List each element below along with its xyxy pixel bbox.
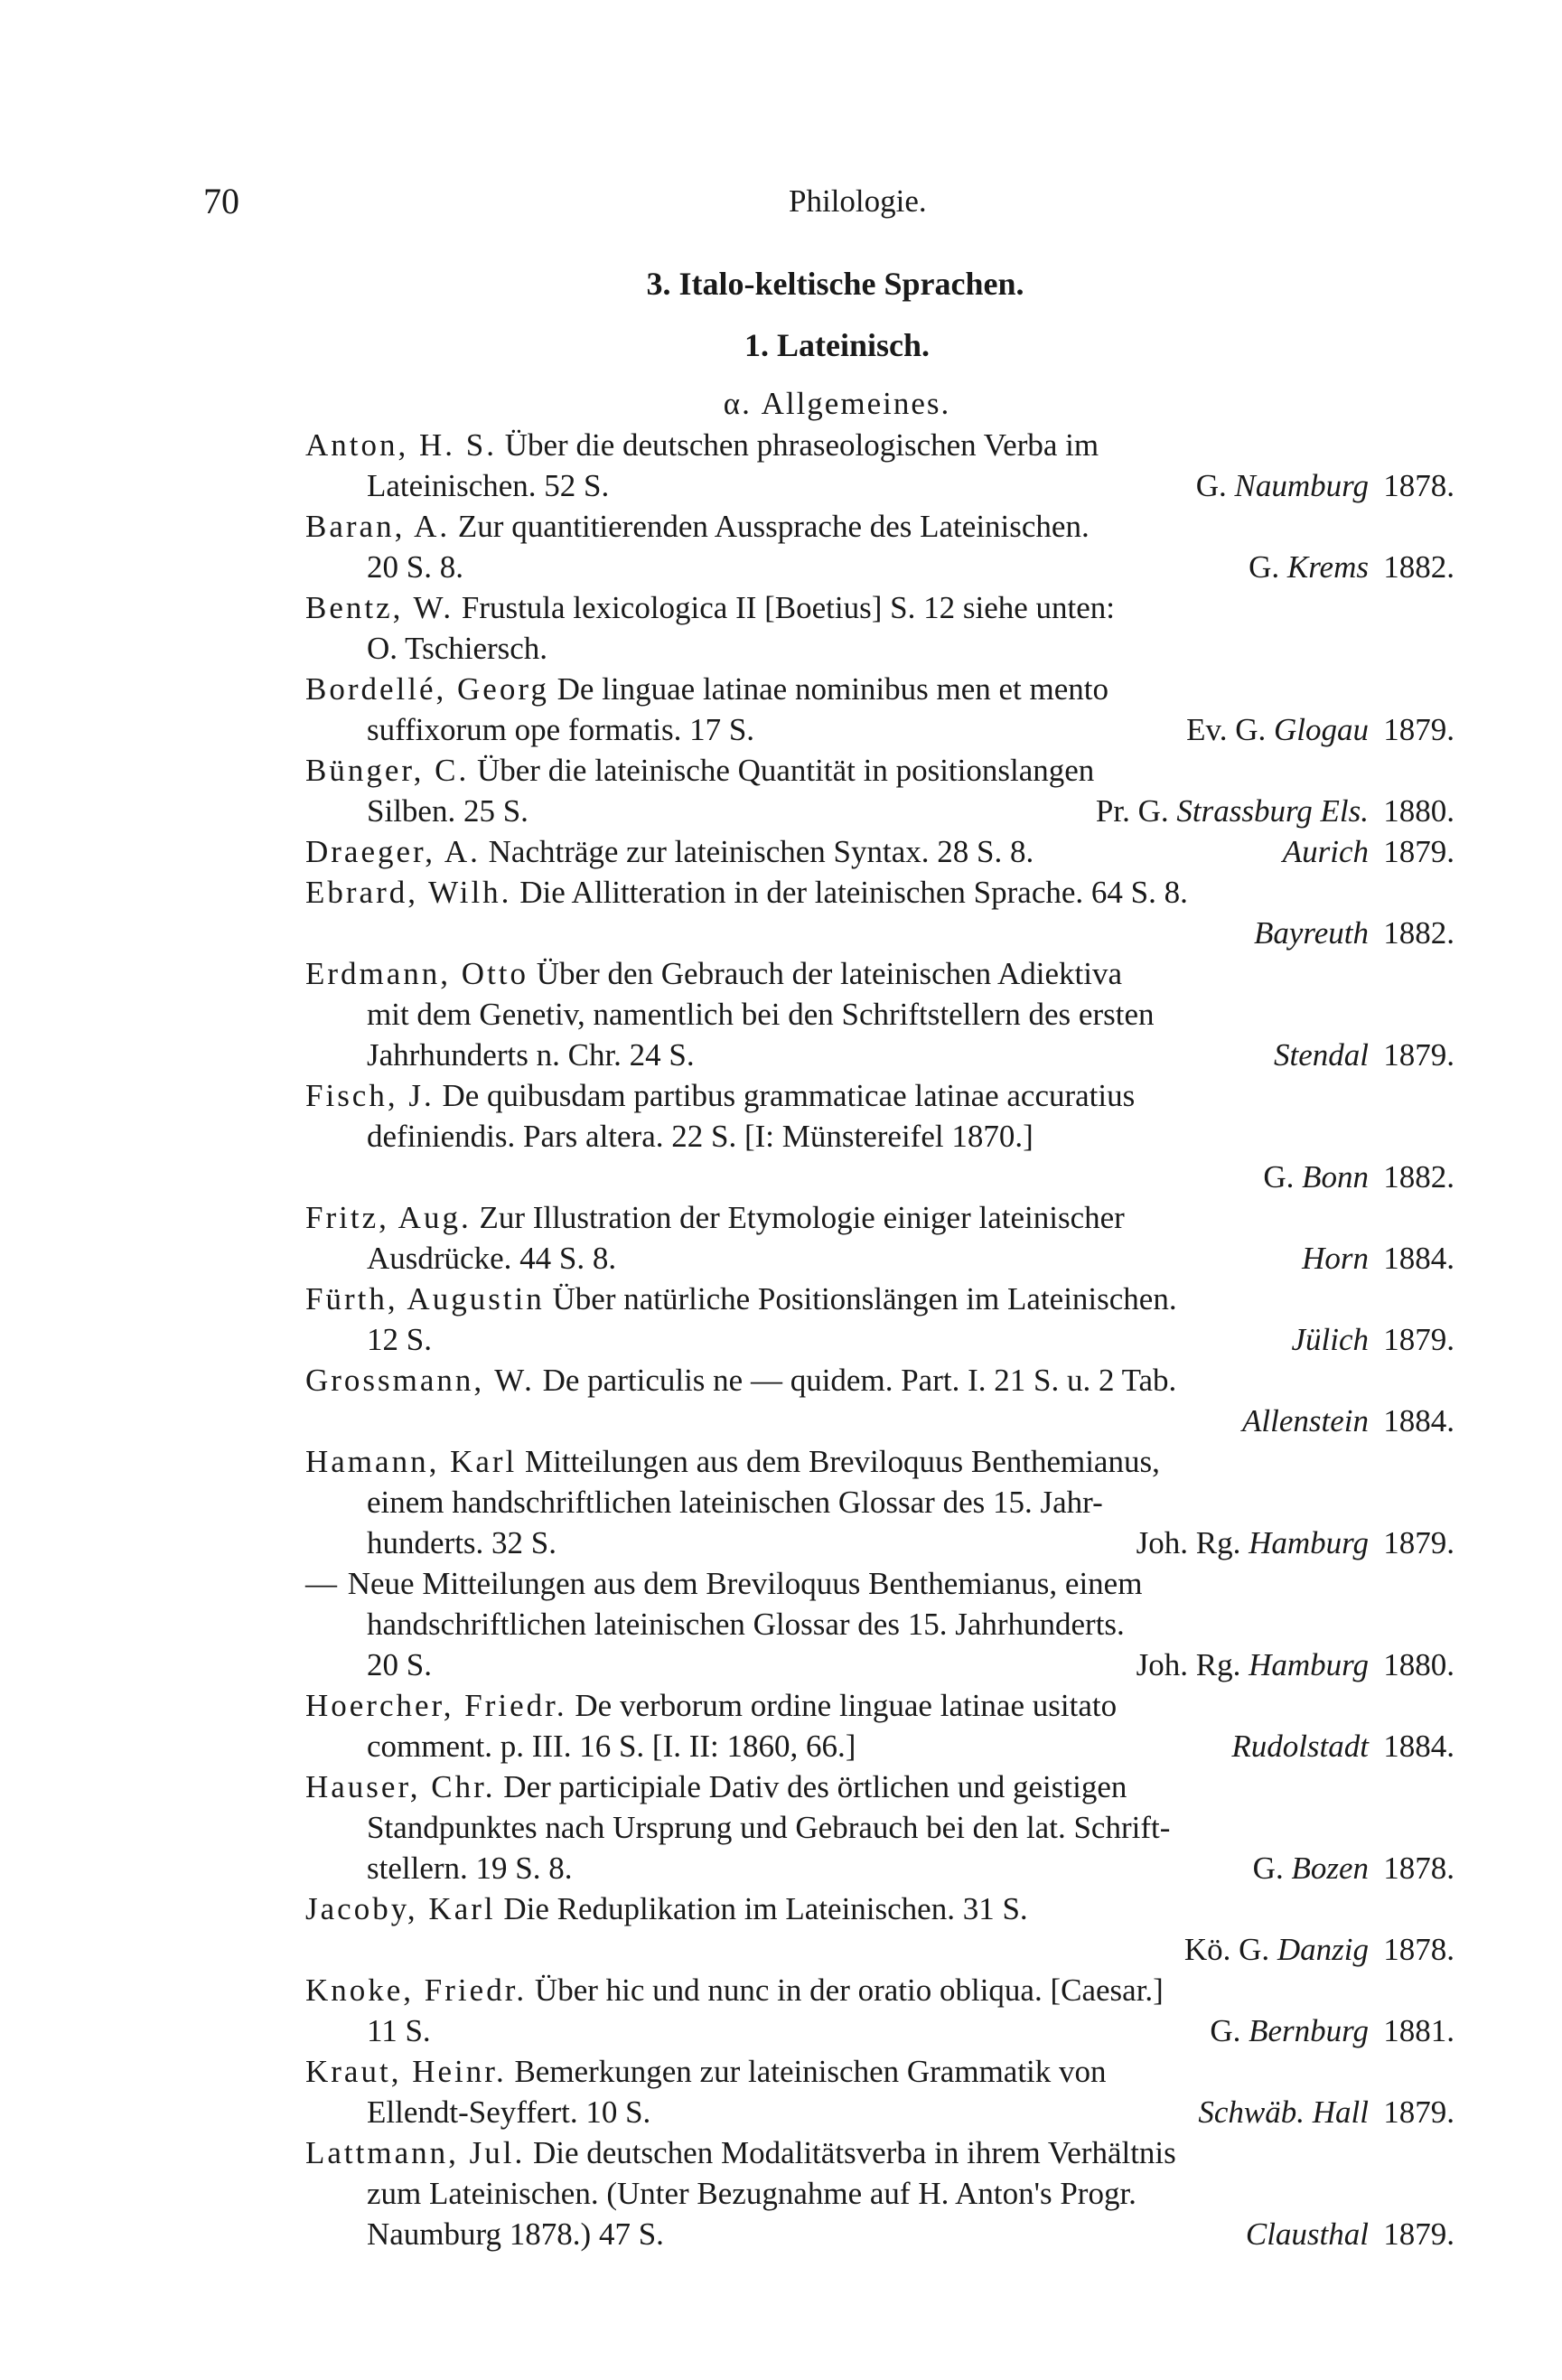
entry-year: 1884.	[1383, 1241, 1454, 1276]
entry-year: 1882.	[1383, 549, 1454, 585]
entry-year: 1879.	[1383, 712, 1454, 747]
entry-first-line	[305, 1888, 1454, 1929]
entry-place: Aurich	[1282, 834, 1369, 869]
entry-text: Jahrhunderts n. Chr. 24 S.	[367, 1037, 695, 1073]
entry-imprint	[1291, 1319, 1454, 1360]
entry-text: Der participiale Dativ des örtlichen und geistigen	[503, 1769, 1127, 1804]
entry-imprint	[1136, 1523, 1454, 1563]
bibliography-entry	[305, 953, 1454, 1075]
entry-author: Fisch, J.	[305, 1078, 435, 1113]
entry-first-line	[305, 953, 1454, 994]
entry-text: zum Lateinischen. (Unter Bezugnahme auf H. Anton's Progr.	[367, 2176, 1136, 2211]
entry-author: Grossmann, W.	[305, 1363, 535, 1398]
entry-first-line	[305, 1766, 1454, 1807]
entry-place: Krems	[1286, 549, 1369, 585]
entry-text: Frustula lexicologica II [Boetius] S. 12 siehe unten:	[461, 590, 1116, 625]
entry-continuation-line	[305, 1238, 1454, 1279]
entry-place: Jülich	[1291, 1322, 1369, 1357]
entry-author: Fritz, Aug.	[305, 1200, 472, 1235]
entry-place: Horn	[1302, 1241, 1369, 1276]
entry-year: 1878.	[1383, 468, 1454, 503]
bibliography-entry	[305, 425, 1454, 506]
entry-author: Hauser, Chr.	[305, 1769, 496, 1804]
entry-author: Anton, H. S.	[305, 427, 497, 463]
entry-continuation-line	[305, 2010, 1454, 2051]
entry-text: hunderts. 32 S.	[367, 1525, 557, 1560]
bibliography-entry	[305, 1360, 1454, 1441]
entry-first-line	[305, 1279, 1454, 1319]
entry-first-line	[305, 872, 1454, 913]
entry-author: Baran, A.	[305, 509, 451, 544]
entry-continuation-line	[305, 791, 1454, 831]
entry-school-type: G.	[1210, 2013, 1249, 2048]
entry-text: Über natürliche Positionslängen im Lateinischen.	[552, 1281, 1177, 1316]
entry-school-type: Pr. G.	[1095, 793, 1177, 829]
section-heading: 3. Italo-keltische Sprachen.	[646, 266, 1024, 302]
entry-imprint	[1136, 1644, 1454, 1685]
bibliography-entry	[305, 1197, 1454, 1279]
entry-text: mit dem Genetiv, namentlich bei den Schriftstellern des ersten	[367, 997, 1155, 1032]
entry-year: 1878.	[1383, 1851, 1454, 1886]
entry-year: 1879.	[1383, 1322, 1454, 1357]
entry-author: Bentz, W.	[305, 590, 454, 625]
entry-text: De particulis ne — quidem. Part. I. 21 S. u. 2 Tab.	[542, 1363, 1177, 1398]
bibliography-entry	[305, 1279, 1454, 1360]
entry-text: Lateinischen. 52 S.	[367, 468, 610, 503]
entry-text: Silben. 25 S.	[367, 793, 528, 829]
entry-author: Hoercher, Friedr.	[305, 1688, 567, 1723]
entry-text: Neue Mitteilungen aus dem Breviloquus Benthemianus, einem	[347, 1566, 1143, 1601]
bibliography-entry	[305, 1766, 1454, 1888]
entry-author: Kraut, Heinr.	[305, 2054, 507, 2089]
entry-first-line	[305, 1441, 1454, 1482]
entry-first-line	[305, 1563, 1454, 1604]
subsection-heading: 1. Lateinisch.	[744, 327, 930, 363]
entry-continuation-line	[305, 1319, 1454, 1360]
entry-imprint	[1186, 709, 1454, 750]
entry-imprint	[1283, 831, 1454, 872]
entry-text: Über hic und nunc in der oratio obliqua. [Caesar.]	[534, 1972, 1164, 2008]
entry-continuation-line	[305, 1523, 1454, 1563]
entry-author: Erdmann, Otto	[305, 956, 529, 991]
page-number: 70	[203, 181, 239, 221]
entry-imprint	[1196, 465, 1454, 506]
entry-text: Über den Gebrauch der lateinischen Adiektiva	[536, 956, 1122, 991]
entry-year: 1880.	[1383, 1647, 1454, 1682]
entry-place: Hamburg	[1249, 1525, 1369, 1560]
entry-text: 20 S.	[367, 1647, 432, 1682]
entry-author: Bordellé, Georg	[305, 671, 549, 707]
entry-first-line	[305, 1970, 1454, 2010]
entry-text: Über die lateinische Quantität in positionslangen	[476, 753, 1095, 788]
entry-continuation-line	[305, 1929, 1454, 1970]
entry-text: Bemerkungen zur lateinischen Grammatik von	[514, 2054, 1107, 2089]
page-header	[203, 181, 1468, 226]
bibliography-entry	[305, 587, 1454, 669]
entry-place: Rudolstadt	[1231, 1729, 1369, 1764]
bibliography-entry	[305, 669, 1454, 750]
entry-school-type: G.	[1263, 1159, 1303, 1195]
bibliography-list	[305, 425, 1454, 2254]
entry-text: Die Reduplikation im Lateinischen. 31 S.	[503, 1891, 1028, 1926]
entry-imprint	[1274, 1035, 1454, 1075]
entry-imprint	[1184, 1929, 1454, 1970]
entry-author: Knoke, Friedr.	[305, 1972, 528, 2008]
bibliography-entry	[305, 831, 1454, 872]
entry-place: Bernburg	[1249, 2013, 1369, 2048]
entry-continuation-line	[305, 465, 1454, 506]
entry-place: Danzig	[1277, 1932, 1369, 1967]
entry-continuation-line	[305, 1401, 1454, 1441]
entry-continuation-line	[305, 1807, 1454, 1848]
bibliography-entry	[305, 1888, 1454, 1970]
entry-place: Bozen	[1291, 1851, 1369, 1886]
bibliography-entry	[305, 2132, 1454, 2254]
bibliography-entry	[305, 1685, 1454, 1766]
entry-continuation-line	[305, 2173, 1454, 2214]
entry-year: 1879.	[1383, 2094, 1454, 2130]
entry-author: Jacoby, Karl	[305, 1891, 496, 1926]
entry-text: Die deutschen Modalitätsverba in ihrem Verhältnis	[532, 2135, 1176, 2170]
entry-continuation-line	[305, 547, 1454, 587]
entry-text: comment. p. III. 16 S. [I. II: 1860, 66.]	[367, 1729, 856, 1764]
entry-text: Zur quantitierenden Aussprache des Lateinischen.	[457, 509, 1090, 544]
entry-text: einem handschriftlichen lateinischen Glossar des 15. Jahr-	[367, 1485, 1103, 1520]
entry-place: Schwäb. Hall	[1198, 2094, 1369, 2130]
entry-school-type: G.	[1249, 549, 1287, 585]
entry-continuation-line	[305, 1848, 1454, 1888]
entry-author: Draeger, A.	[305, 834, 481, 869]
entry-author: Lattmann, Jul.	[305, 2135, 526, 2170]
running-title: Philologie.	[789, 183, 927, 219]
entry-imprint	[1263, 1157, 1454, 1197]
entry-text: Zur Illustration der Etymologie einiger lateinischer	[479, 1200, 1125, 1235]
entry-first-line	[305, 425, 1454, 465]
entry-year: 1879.	[1383, 1525, 1454, 1560]
entry-year: 1878.	[1383, 1932, 1454, 1967]
entry-text: De quibusdam partibus grammaticae latinae accuratius	[442, 1078, 1136, 1113]
entry-imprint	[1242, 1401, 1454, 1441]
entry-continuation-line	[305, 1726, 1454, 1766]
subsubsection-heading: α. Allgemeines.	[723, 386, 951, 421]
entry-text: Ausdrücke. 44 S. 8.	[367, 1241, 617, 1276]
entry-imprint	[1253, 1848, 1454, 1888]
entry-year: 1884.	[1383, 1729, 1454, 1764]
entry-school-type: Joh. Rg.	[1136, 1647, 1249, 1682]
entry-year: 1880.	[1383, 793, 1454, 829]
entry-continuation-line	[305, 913, 1454, 953]
entry-imprint	[1302, 1238, 1454, 1279]
entry-school-type: Ev. G.	[1186, 712, 1274, 747]
entry-text: handschriftlichen lateinischen Glossar des 15. Jahrhunderts.	[367, 1607, 1125, 1642]
entry-school-type: Joh. Rg.	[1136, 1525, 1249, 1560]
entry-author: Bünger, C.	[305, 753, 470, 788]
entry-continuation-line	[305, 628, 1454, 669]
entry-first-line	[305, 831, 1454, 872]
entry-imprint	[1096, 791, 1454, 831]
entry-imprint	[1210, 2010, 1454, 2051]
entry-first-line	[305, 2132, 1454, 2173]
entry-year: 1879.	[1383, 834, 1454, 869]
entry-imprint	[1249, 547, 1454, 587]
entry-text: De verborum ordine linguae latinae usitato	[575, 1688, 1118, 1723]
entry-year: 1884.	[1383, 1403, 1454, 1438]
entry-year: 1879.	[1383, 1037, 1454, 1073]
entry-text: Mitteilungen aus dem Breviloquus Benthemianus,	[525, 1444, 1160, 1479]
entry-first-line	[305, 750, 1454, 791]
bibliography-entry	[305, 1563, 1454, 1685]
entry-place: Clausthal	[1245, 2216, 1369, 2252]
entry-author: —	[305, 1566, 340, 1601]
entry-continuation-line	[305, 1644, 1454, 1685]
entry-author: Fürth, Augustin	[305, 1281, 545, 1316]
entry-first-line	[305, 587, 1454, 628]
entry-place: Stendal	[1274, 1037, 1369, 1073]
entry-author: Hamann, Karl	[305, 1444, 518, 1479]
entry-text: 11 S.	[367, 2013, 431, 2048]
entry-imprint	[1246, 2214, 1454, 2254]
entry-imprint	[1198, 2092, 1454, 2132]
entry-school-type: G.	[1195, 468, 1235, 503]
entry-text: Ellendt-Seyffert. 10 S.	[367, 2094, 651, 2130]
bibliography-entry	[305, 2051, 1454, 2132]
entry-author: Ebrard, Wilh.	[305, 875, 512, 910]
entry-continuation-line	[305, 1604, 1454, 1644]
entry-imprint	[1231, 1726, 1454, 1766]
entry-text: Die Allitteration in der lateinischen Sprache. 64 S. 8.	[519, 875, 1188, 910]
entry-text: O. Tschiersch.	[367, 631, 548, 666]
entry-place: Strassburg Els.	[1176, 793, 1369, 829]
entry-place: Bayreuth	[1254, 915, 1369, 951]
entry-place: Bonn	[1302, 1159, 1369, 1195]
bibliography-entry	[305, 750, 1454, 831]
entry-year: 1881.	[1383, 2013, 1454, 2048]
bibliography-entry	[305, 872, 1454, 953]
entry-school-type: G.	[1252, 1851, 1292, 1886]
entry-text: Standpunktes nach Ursprung und Gebrauch bei den lat. Schrift-	[367, 1810, 1171, 1845]
entry-continuation-line	[305, 1116, 1454, 1157]
entry-year: 1882.	[1383, 1159, 1454, 1195]
entry-continuation-line	[305, 1035, 1454, 1075]
entry-continuation-line	[305, 709, 1454, 750]
entry-first-line	[305, 1360, 1454, 1401]
entry-text: definiendis. Pars altera. 22 S. [I: Münstereifel 1870.]	[367, 1119, 1034, 1154]
entry-first-line	[305, 2051, 1454, 2092]
bibliography-entry	[305, 1441, 1454, 1563]
entry-continuation-line	[305, 1157, 1454, 1197]
bibliography-entry	[305, 1075, 1454, 1197]
entry-text: Nachträge zur lateinischen Syntax. 28 S. 8.	[488, 834, 1034, 869]
entry-place: Glogau	[1274, 712, 1369, 747]
entry-continuation-line	[305, 1482, 1454, 1523]
entry-text: stellern. 19 S. 8.	[367, 1851, 573, 1886]
entry-place: Allenstein	[1242, 1403, 1369, 1438]
entry-school-type: Kö. G.	[1183, 1932, 1277, 1967]
entry-year: 1882.	[1383, 915, 1454, 951]
bibliography-entry	[305, 506, 1454, 587]
entry-first-line	[305, 506, 1454, 547]
entry-text: Über die deutschen phraseologischen Verba im	[504, 427, 1099, 463]
entry-continuation-line	[305, 2092, 1454, 2132]
entry-continuation-line	[305, 994, 1454, 1035]
entry-text: 12 S.	[367, 1322, 432, 1357]
entry-place: Naumburg	[1234, 468, 1369, 503]
entry-first-line	[305, 1075, 1454, 1116]
entry-year: 1879.	[1383, 2216, 1454, 2252]
entry-imprint	[1254, 913, 1454, 953]
entry-text: De linguae latinae nominibus men et mento	[557, 671, 1109, 707]
entry-text: 20 S. 8.	[367, 549, 463, 585]
entry-first-line	[305, 1685, 1454, 1726]
entry-continuation-line	[305, 2214, 1454, 2254]
bibliography-entry	[305, 1970, 1454, 2051]
entry-text: suffixorum ope formatis. 17 S.	[367, 712, 755, 747]
entry-first-line	[305, 1197, 1454, 1238]
entry-first-line	[305, 669, 1454, 709]
entry-text: Naumburg 1878.) 47 S.	[367, 2216, 664, 2252]
entry-place: Hamburg	[1249, 1647, 1369, 1682]
